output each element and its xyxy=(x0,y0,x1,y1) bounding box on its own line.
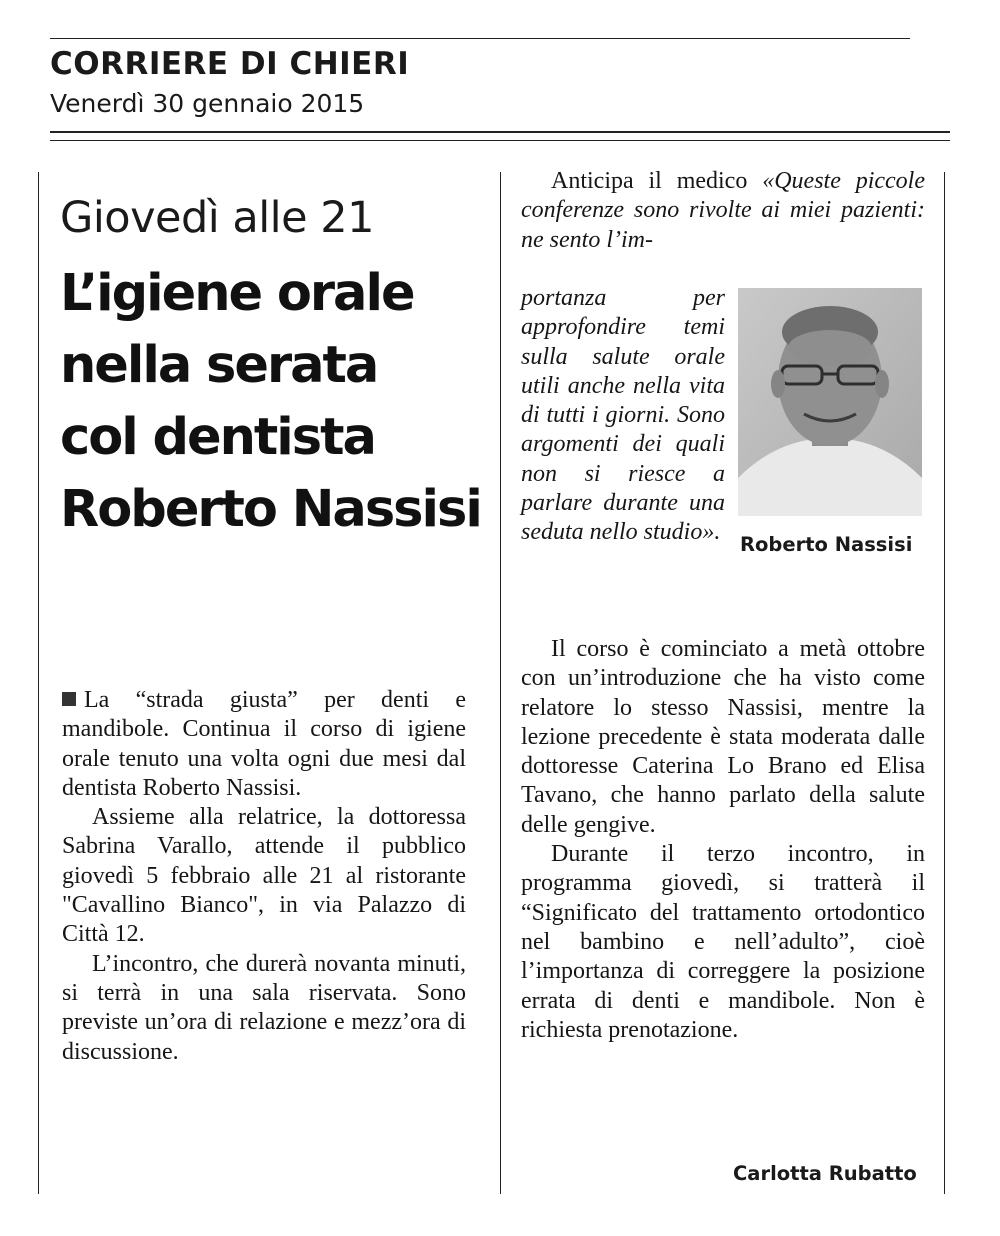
newspaper-name: CORRIERE DI CHIERI xyxy=(50,46,410,82)
body-column-right-top xyxy=(521,167,925,255)
headline-line: Roberto Nassisi xyxy=(60,480,481,539)
body-paragraph xyxy=(521,167,925,255)
issue-date: Venerdì 30 gennaio 2015 xyxy=(50,89,365,118)
headline-line: L’igiene orale xyxy=(60,264,414,323)
top-rule xyxy=(50,38,910,39)
body-paragraph: Il corso è cominciato a metà ottobre con un’introduzione che ha visto come relatore lo stesso Nassisi, mentre la lezione precedente è stata moderata dalle dottoresse Caterina Lo Brano ed Elisa Tavano, che hanno parlato della salute delle gengive. xyxy=(521,636,925,838)
quote-text: «Queste piccole conferenze sono rivolte ai miei pazienti: ne sento l’im- xyxy=(521,168,925,253)
column-divider xyxy=(500,172,501,1194)
body-paragraph: La “strada giusta” per denti e mandibole. Continua il corso di igiene orale tenuto una volta ogni due mesi dal dentista Roberto Nassisi. xyxy=(62,687,466,801)
article-byline: Carlotta Rubatto xyxy=(733,1162,917,1185)
masthead-rule-2 xyxy=(50,140,950,141)
headline-line: col dentista xyxy=(60,408,375,467)
body-column-left xyxy=(62,686,466,1067)
headline-line: nella serata xyxy=(60,336,378,395)
portrait-illustration xyxy=(738,288,922,516)
masthead-rule-1 xyxy=(50,131,950,133)
article-headline xyxy=(60,258,480,546)
portrait-photo xyxy=(738,288,922,516)
quote-intro: Anticipa il medico xyxy=(551,168,748,194)
photo-caption: Roberto Nassisi xyxy=(740,533,913,556)
article-kicker: Giovedì alle 21 xyxy=(60,193,374,243)
body-paragraph: Durante il terzo incontro, in programma giovedì, si tratterà il “Significato del trattamento ortodontico nel bambino e nell’adulto”, cioè l’importanza di correggere la posizione errata di denti e mandibole. Non è richiesta prenotazione. xyxy=(521,841,925,1043)
body-paragraph: L’incontro, che durerà novanta minuti, si terrà in una sala riservata. Sono previste un’ora di relazione e mezz’ora di discussione. xyxy=(62,950,466,1065)
paragraph-bullet-icon xyxy=(62,692,76,706)
quote-continuation: portanza per approfondire temi sulla salute orale utili anche nella vita di tutti i giorni. Sono argomenti dei quali non si riesce a parlare durante una seduta nello studio». xyxy=(521,285,725,546)
body-paragraph: Assieme alla relatrice, la dottoressa Sabrina Varallo, attende il pubblico giovedì 5 febbraio alle 21 al ristorante "Cavallino Bianco", in via Palazzo di Città 12. xyxy=(62,804,466,948)
left-border-rule xyxy=(38,172,39,1194)
right-border-rule xyxy=(944,172,945,1194)
body-column-right-bottom xyxy=(521,635,925,1045)
